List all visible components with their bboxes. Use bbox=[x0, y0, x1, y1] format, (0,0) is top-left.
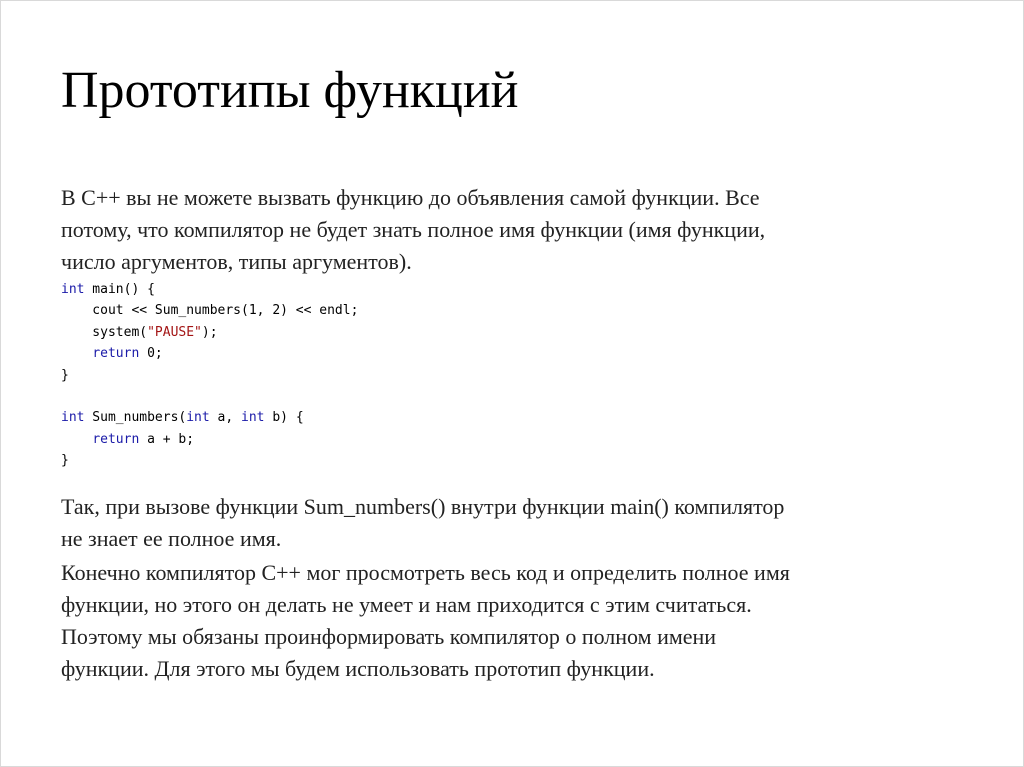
explanation-paragraph bbox=[61, 491, 961, 555]
code-line bbox=[61, 300, 358, 321]
code-line bbox=[61, 386, 358, 407]
compiler-line: функции, но этого он делать не умеет и нам приходится с этим считаться. bbox=[61, 592, 752, 617]
code-line bbox=[61, 322, 358, 343]
code-keyword: int bbox=[186, 410, 210, 426]
code-keyword: int bbox=[241, 410, 265, 426]
code-keyword: int bbox=[61, 282, 85, 297]
code-text bbox=[61, 432, 92, 447]
code-line bbox=[61, 429, 358, 450]
code-text bbox=[61, 346, 92, 361]
code-line bbox=[61, 450, 358, 471]
code-text: b) { bbox=[264, 410, 304, 426]
code-line bbox=[61, 407, 358, 428]
prototype-line: Поэтому мы обязаны проинформировать компилятор о полном имени bbox=[61, 624, 717, 649]
explanation-line: Так, при вызове функции Sum_numbers() внутри функции main() компилятор bbox=[61, 494, 785, 519]
code-line bbox=[61, 343, 358, 364]
code-text: a, bbox=[209, 410, 242, 426]
intro-line: В С++ вы не можете вызвать функцию до объявления самой функции. Все bbox=[61, 185, 760, 210]
compiler-paragraph bbox=[61, 557, 961, 621]
code-keyword: return bbox=[92, 431, 140, 447]
code-keyword: return bbox=[92, 346, 140, 362]
code-text: 0; bbox=[139, 346, 163, 362]
code-line bbox=[61, 279, 358, 300]
compiler-line: Конечно компилятор С++ мог просмотреть весь код и определить полное имя bbox=[61, 560, 790, 585]
slide-title: Прототипы функций bbox=[61, 62, 519, 119]
code-text: Sum_numbers( bbox=[84, 410, 187, 426]
intro-paragraph bbox=[61, 182, 961, 278]
code-text: } bbox=[61, 367, 69, 383]
code-text: system( bbox=[61, 324, 148, 340]
explanation-line: не знает ее полное имя. bbox=[61, 526, 282, 551]
intro-line: число аргументов, типы аргументов). bbox=[61, 249, 412, 274]
code-text: } bbox=[61, 453, 69, 469]
code-text: main() { bbox=[84, 282, 155, 297]
code-line bbox=[61, 365, 358, 386]
code-text: cout << Sum_numbers(1, 2) << endl; bbox=[61, 303, 359, 319]
code-keyword: int bbox=[61, 410, 85, 426]
prototype-paragraph bbox=[61, 621, 961, 685]
code-string: "PAUSE" bbox=[147, 324, 202, 340]
intro-line: потому, что компилятор не будет знать полное имя функции (имя функции, bbox=[61, 217, 766, 242]
code-snippet bbox=[61, 279, 358, 472]
prototype-line: функции. Для этого мы будем использовать прототип функции. bbox=[61, 656, 655, 681]
code-text: ); bbox=[201, 324, 218, 340]
code-text: a + b; bbox=[139, 431, 195, 447]
